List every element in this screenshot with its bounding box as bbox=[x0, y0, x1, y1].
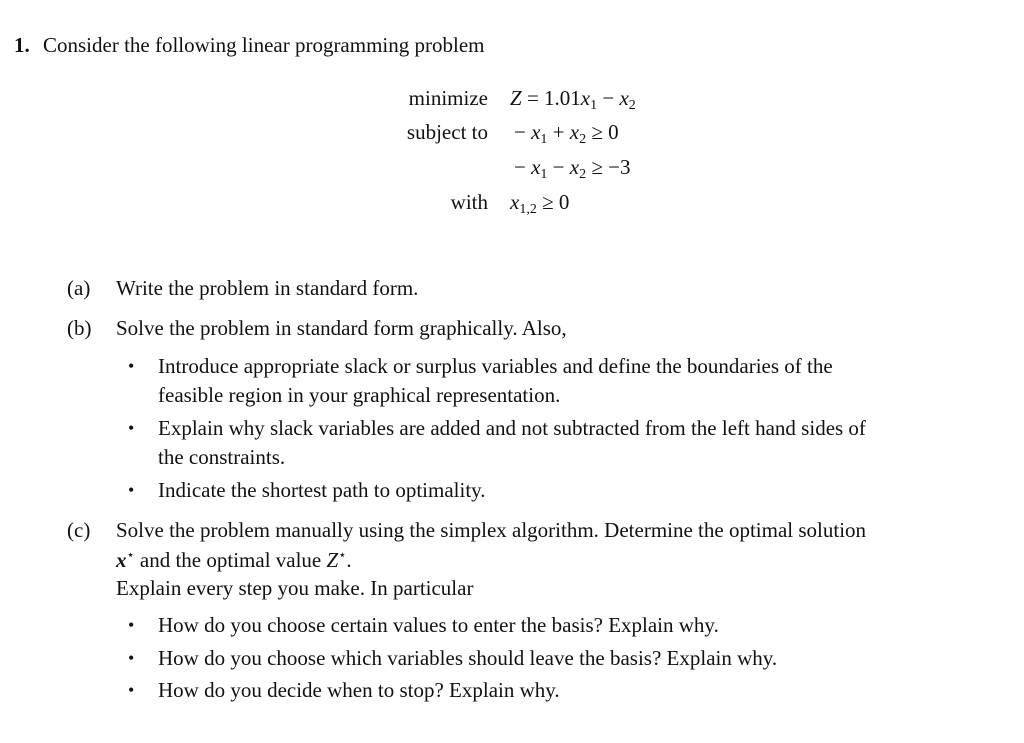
question-number: 1. bbox=[14, 33, 30, 57]
part-a-label: (a) bbox=[67, 276, 91, 300]
part-b-bullet-3: Indicate the shortest path to optimality. bbox=[158, 478, 486, 502]
question-header bbox=[14, 33, 485, 58]
with-label: with bbox=[450, 190, 488, 214]
part-c-bullet-2: How do you choose which variables should leave the basis? Explain why. bbox=[158, 646, 778, 670]
bullet-c3: • bbox=[128, 680, 135, 700]
part-b-bullet-1-line-1: Introduce appropriate slack or surplus variables and define the boundaries of the bbox=[158, 354, 833, 378]
part-c-label: (c) bbox=[67, 518, 91, 542]
constraint-1: − $x_1 + x_2 \ge 0$ bbox=[514, 120, 619, 147]
part-c-line-1: Solve the problem manually using the simplex algorithm. Determine the optimal solution bbox=[116, 518, 867, 542]
part-b-bullet-2-line-1: Explain why slack variables are added and not subtracted from the left hand sides of bbox=[158, 416, 866, 440]
part-c-bullet-1: How do you choose certain values to enter the basis? Explain why. bbox=[158, 613, 719, 637]
part-b-bullet-2-line-2: the constraints. bbox=[158, 445, 286, 469]
bullet-b3: • bbox=[128, 480, 135, 500]
part-c-bullet-3: How do you decide when to stop? Explain why. bbox=[158, 678, 560, 702]
part-b-label: (b) bbox=[67, 316, 92, 340]
part-c-line-2: x⋆ and the optimal value Z⋆. bbox=[116, 547, 352, 572]
part-b-bullet-1-line-2: feasible region in your graphical representation. bbox=[158, 383, 561, 407]
objective-function: $Z = 1.01x_1 - x_2$ bbox=[510, 86, 636, 113]
bounds-constraint: $x_{1,2} \ge 0$ bbox=[510, 190, 570, 217]
bullet-b2: • bbox=[128, 418, 135, 438]
bullet-c2: • bbox=[128, 648, 135, 668]
constraint-2: − $x_1 - x_2 \ge -3$ bbox=[514, 155, 631, 182]
subject-to-label: subject to bbox=[406, 120, 488, 144]
minimize-label: minimize bbox=[408, 86, 488, 110]
bullet-b1: • bbox=[128, 356, 135, 376]
part-b-text: Solve the problem in standard form graphically. Also, bbox=[116, 316, 567, 340]
part-a-text: Write the problem in standard form. bbox=[116, 276, 419, 300]
part-c-line-3: Explain every step you make. In particular bbox=[116, 576, 474, 600]
bullet-c1: • bbox=[128, 615, 135, 635]
question-intro: Consider the following linear programming problem bbox=[43, 33, 485, 57]
